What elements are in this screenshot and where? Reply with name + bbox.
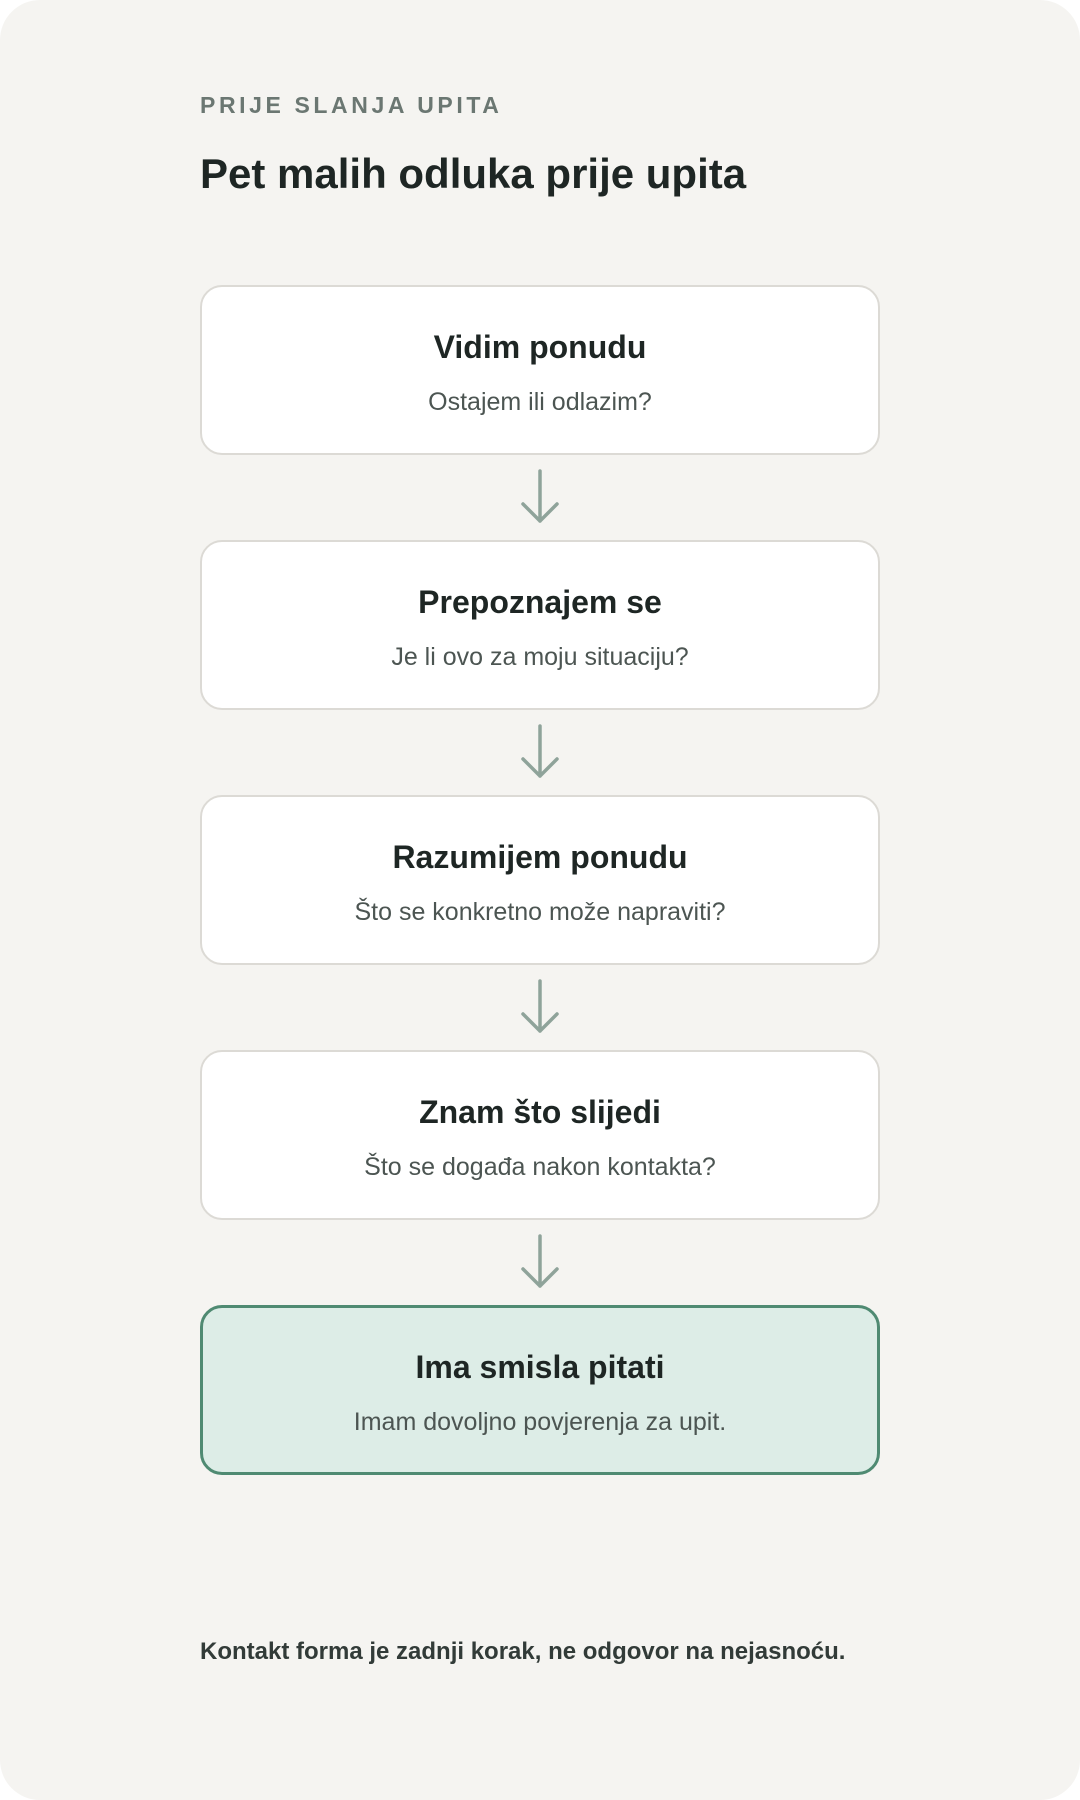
step-card-1 [200,285,880,455]
page-title: Pet malih odluka prije upita [200,150,747,197]
step-question: Što se konkretno može napraviti? [354,898,726,926]
arrow-down-icon [520,469,560,525]
step-question: Ostajem ili odlazim? [428,388,652,416]
eyebrow-label: PRIJE SLANJA UPITA [200,92,503,118]
step-title: Vidim ponudu [433,329,647,365]
step-title: Znam što slijedi [419,1094,661,1130]
step-title: Ima smisla pitati [415,1349,665,1385]
arrow-down-icon [520,979,560,1035]
step-card-3 [200,795,880,965]
step-title: Prepoznajem se [418,584,662,620]
step-card-4 [200,1050,880,1220]
footnote: Kontakt forma je zadnji korak, ne odgovor na nejasnoću. [200,1638,846,1665]
step-card-2 [200,540,880,710]
step-question: Imam dovoljno povjerenja za upit. [353,1408,727,1436]
arrow-down-icon [520,1234,560,1290]
step-question: Je li ovo za moju situaciju? [391,643,689,671]
step-card-final [200,1305,880,1475]
step-question: Što se događa nakon kontakta? [364,1153,716,1181]
arrow-down-icon [520,724,560,780]
step-title: Razumijem ponudu [392,839,688,875]
